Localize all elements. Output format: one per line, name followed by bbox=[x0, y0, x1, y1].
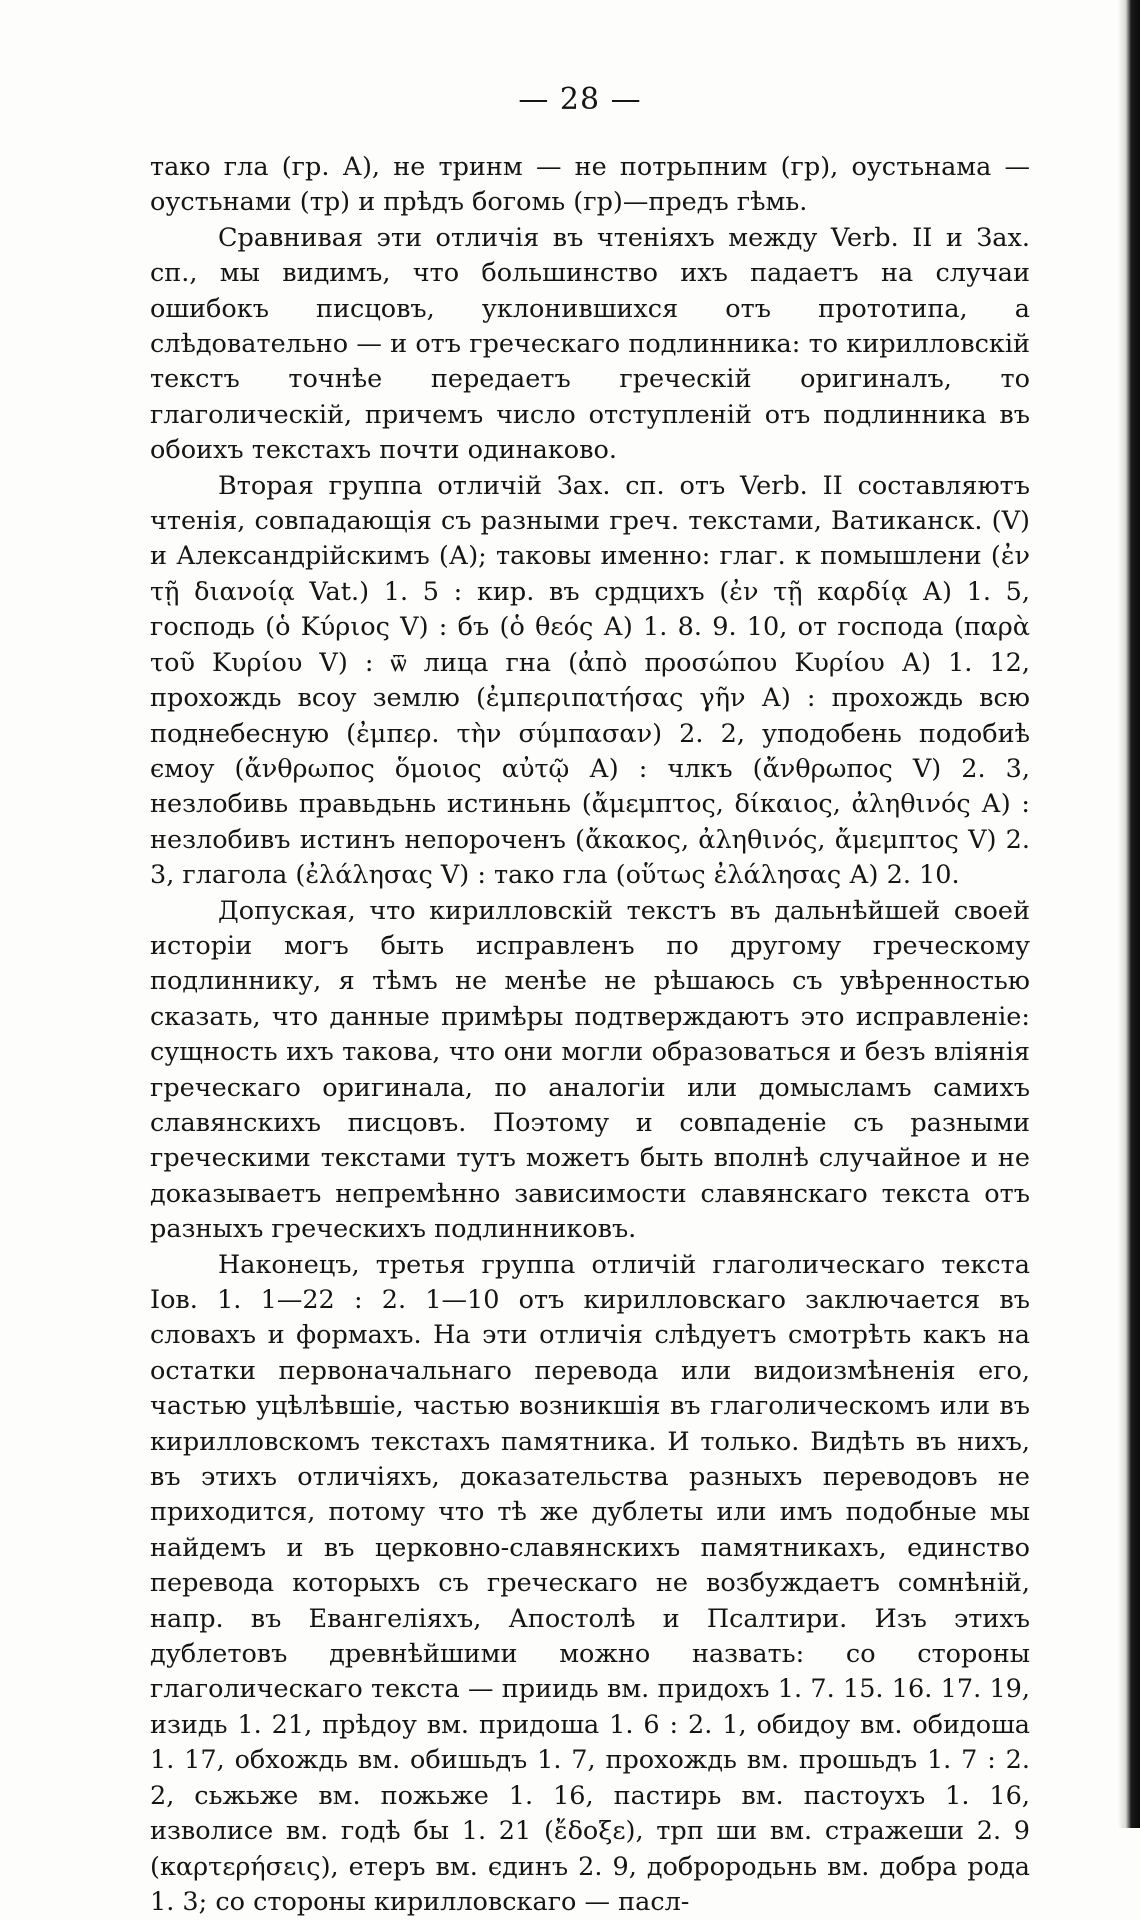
paragraph: Сравнивая эти отличія въ чтеніяхъ между Verb. II и Зах. сп., мы видимъ, что большинство ихъ падаетъ на случаи ошибокъ писцовъ, уклонившихся отъ прототипа, а слѣдовательно — и отъ греческаго подлинника: то кирилловскій текстъ точнѣе передаетъ греческій оригиналъ, то глаголическій, причемъ число отступленій отъ подлинника въ обоихъ текстахъ почти одинаково. bbox=[150, 222, 1030, 466]
page-number: — 28 — bbox=[518, 82, 642, 117]
paragraph: Вторая группа отличій Зах. сп. отъ Verb. II составляютъ чтенія, совпадающія съ разными греч. текстами, Ватиканск. (V) и Александрійскимъ (А); таковы именно: глаг. к помышлени (ἐν τῇ διανοίᾳ Vat.) 1. 5 : кир. въ срдцихъ (ἐν τῇ καρδίᾳ А) 1. 5, господь (ὁ Κύριος V) : бъ (ὁ θεός А) 1. 8. 9. 10, от господа (παρὰ τοῦ Κυρίου V) : ѿ лица гна (ἀπὸ προσώπου Κυρίου А) 1. 12, прохождь всоу землю (ἐμπεριπατήσας γῆν А) : прохождь всю поднебесную (ἐμπερ. τὴν σύμπασαν) 2. 2, уподобень подобиѣ ємоу (ἄνθρωπος ὅμοιος αὐτῷ А) : члкъ (ἄνθρωπος V) 2. 3, незлобивь правьдьнь истиньнь (ἄμεμπτος, δίκαιος, ἀληθινός А) : незлобивъ истинъ непороченъ (ἄκακος, ἀληθινός, ἄμεμπτος V) 2. 3, глагола (ἐλάλησας V) : тако гла (οὕτως ἐλάλησας А) 2. 10. bbox=[150, 470, 1030, 891]
book-spine-edge bbox=[1118, 0, 1140, 1828]
paragraph-continuation: тако гла (гр. А), не тринм — не потрьпним (гр), оустьнама — оустьнами (тр) и прѣдъ богомь (гр)—предъ гѣмь. bbox=[150, 152, 1030, 218]
paragraph: Допуская, что кирилловскій текстъ въ дальнѣйшей своей исторіи могъ быть исправленъ по другому греческому подлиннику, я тѣмъ не менѣе не рѣшаюсь съ увѣренностью сказать, что данные примѣры подтверждаютъ это исправленіе: сущность ихъ такова, что они могли образоваться и безъ вліянія греческаго оригинала, по аналогіи или домысламъ самихъ славянскихъ писцовъ. Поэтому и совпаденіе съ разными греческими текстами тутъ можетъ быть вполнѣ случайное и не доказываетъ непремѣнно зависимости славянскаго текста отъ разныхъ греческихъ подлинниковъ. bbox=[150, 895, 1030, 1245]
paragraph: Наконецъ, третья группа отличій глаголическаго текста Іов. 1. 1—22 : 2. 1—10 отъ кирилловскаго заключается въ словахъ и формахъ. На эти отличія слѣдуетъ смотрѣть какъ на остатки первоначальнаго перевода или видоизмѣненія его, частью уцѣлѣвшіе, частью возникшія въ глаголическомъ или въ кирилловскомъ текстахъ памятника. И только. Видѣть въ нихъ, въ этихъ отличіяхъ, доказательства разныхъ переводовъ не приходится, потому что тѣ же дублеты или имъ подобные мы найдемъ и въ церковно-славянскихъ памятникахъ, единство перевода которыхъ съ греческаго не возбуждаетъ сомнѣній, напр. въ Евангеліяхъ, Апостолѣ и Псалтири. Изъ этихъ дублетовъ древнѣйшими можно назвать: со стороны глаголическаго текста — приидь вм. придохъ 1. 7. 15. 16. 17. 19, изидь 1. 21, прѣдоу вм. придоша 1. 6 : 2. 1, обидоу вм. обидоша 1. 17, обхождь вм. обишьдъ 1. 7, прохождь вм. прошьдъ 1. 7 : 2. 2, сьжьже вм. пожьже 1. 16, пастирь вм. пастоухъ 1. 16, изволисе вм. годѣ бы 1. 21 (ἔδοξε), трп ши вм. стражеши 2. 9 (καρτερήσεις), етеръ вм. єдинъ 2. 9, доброродьнь вм. добра рода 1. 3; со стороны кирилловскаго — пасл- bbox=[150, 1249, 1030, 1917]
page-body bbox=[150, 150, 1030, 1920]
